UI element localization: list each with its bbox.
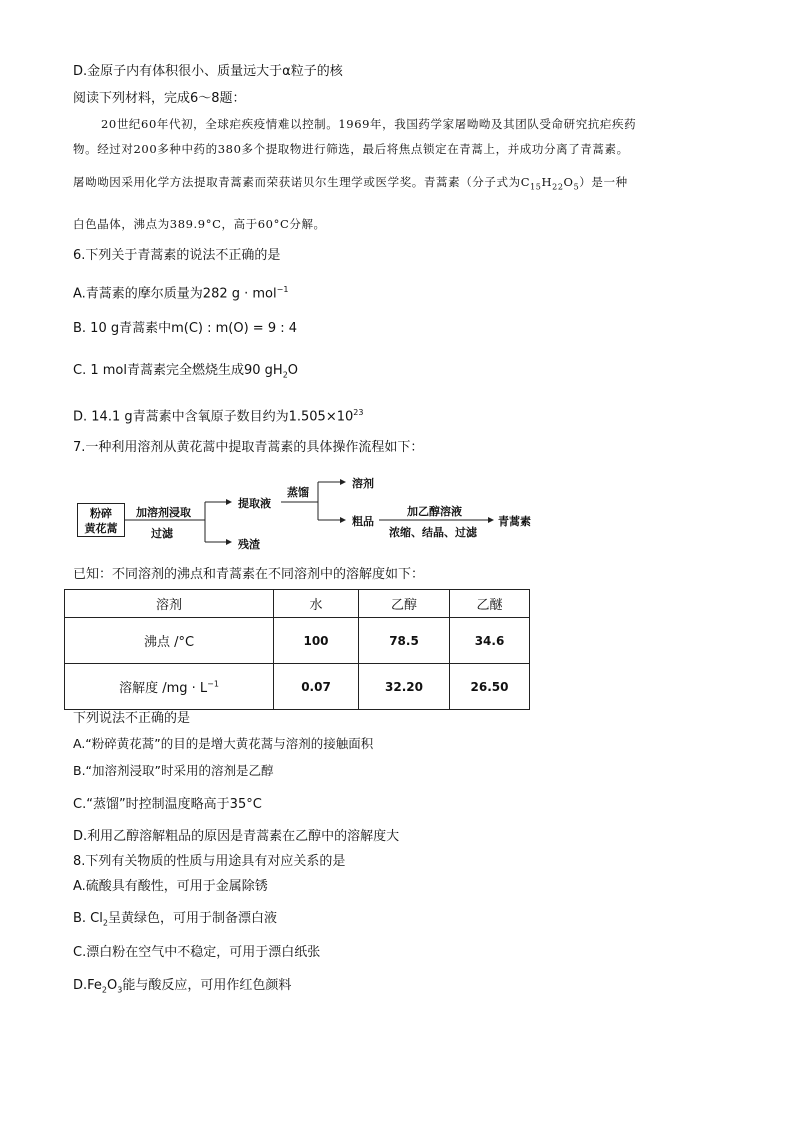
q6-stem: 6.下列关于青蒿素的说法不正确的是 [73,248,281,263]
table-cell: 0.07 [274,664,359,710]
flow-step3-label: 加乙醇溶液 [407,505,462,518]
q8-stem: 8.下列有关物质的性质与用途具有对应关系的是 [73,854,346,869]
q8-option-a: A.硫酸具有酸性，可用于金属除锈 [73,879,268,894]
table-header-cell: 溶剂 [65,590,274,618]
q8-option-c: C.漂白粉在空气中不稳定，可用于漂白纸张 [73,945,321,960]
flow-extract-node: 提取液 [238,497,271,510]
q6-option-a: A.青蒿素的摩尔质量为282 g · mol$^{-1}$ [73,285,289,302]
q7-ask: 下列说法不正确的是 [73,711,191,726]
q8-option-b: B. $Cl_2$呈黄绿色，可用于制备漂白液 [73,911,277,928]
material-line-1: 20世纪60年代初，全球疟疾疫情难以控制。1969年，我国药学家屠呦呦及其团队受命研究抗疟疾药 [101,117,637,131]
material-line-2: 物。经过对200多种中药的380多个提取物进行筛选，最后将焦点锁定在青蒿上，并成功分离了青蒿素。 [73,142,629,156]
table-cell: 78.5 [359,618,450,664]
flow-residue-node: 残渣 [238,538,260,551]
flow-solvent-node: 溶剂 [352,477,374,490]
q6-option-d: D. 14.1 g青蒿素中含氧原子数目约为$1.505\times 10^{23}$ [73,408,364,425]
table-header-cell: 乙醚 [450,590,530,618]
table-row-label: 溶解度 $/mg \cdot L^{-1}$ [65,664,274,710]
option-d-previous: D.金原子内有体积很小、质量远大于α粒子的核 [73,64,343,79]
solvent-table [64,589,530,710]
q7-stem: 7.一种利用溶剂从黄花蒿中提取青蒿素的具体操作流程如下： [73,440,424,455]
q6-option-b: B. 10 g青蒿素中m(C) : m(O) = 9 : 4 [73,321,298,336]
flow-start-box: 粉碎 黄花蒿 [77,503,125,537]
flow-product-node: 青蒿素 [498,515,531,528]
q8-option-d: $D.Fe_2O_3$能与酸反应，可用作红色颜料 [73,978,292,995]
reading-prompt: 阅读下列材料，完成6～8题： [73,91,246,106]
table-cell: 100 [274,618,359,664]
flow-step1-filter-label: 过滤 [151,527,173,540]
extraction-flowchart [73,470,553,555]
table-cell: 26.50 [450,664,530,710]
flow-step3-sub-label: 浓缩、结晶、过滤 [389,526,477,539]
table-cell: 34.6 [450,618,530,664]
flow-distill-label: 蒸馏 [287,486,309,499]
q7-option-b: B.“加溶剂浸取”时采用的溶剂是乙醇 [73,763,274,778]
table-cell: 32.20 [359,664,450,710]
table-row-label: 沸点 /°C [65,618,274,664]
material-line-3: 屠呦呦因采用化学方法提取青蒿素而荣获诺贝尔生理学或医学奖。青蒿素（分子式为$C_{15}H_{22}O_5$）是一种 [73,175,628,192]
table-header-cell: 水 [274,590,359,618]
material-line-4: 白色晶体，沸点为389.9°C，高于60°C分解。 [73,217,326,231]
q7-option-d: D.利用乙醇溶解粗品的原因是青蒿素在乙醇中的溶解度大 [73,829,400,844]
flow-step1-label: 加溶剂浸取 [136,506,191,519]
q6-option-c: C. 1 mol青蒿素完全燃烧生成90 $gH_2O$ [73,363,299,380]
q7-option-c: C.“蒸馏”时控制温度略高于35°C [73,797,262,812]
flow-crude-node: 粗品 [352,515,374,528]
table-header-row [65,590,530,618]
table-header-cell: 乙醇 [359,590,450,618]
table-row [65,618,530,664]
q7-known: 已知：不同溶剂的沸点和青蒿素在不同溶剂中的溶解度如下： [73,567,425,582]
q7-option-a: A.“粉碎黄花蒿”的目的是增大黄花蒿与溶剂的接触面积 [73,736,374,751]
table-row [65,664,530,710]
